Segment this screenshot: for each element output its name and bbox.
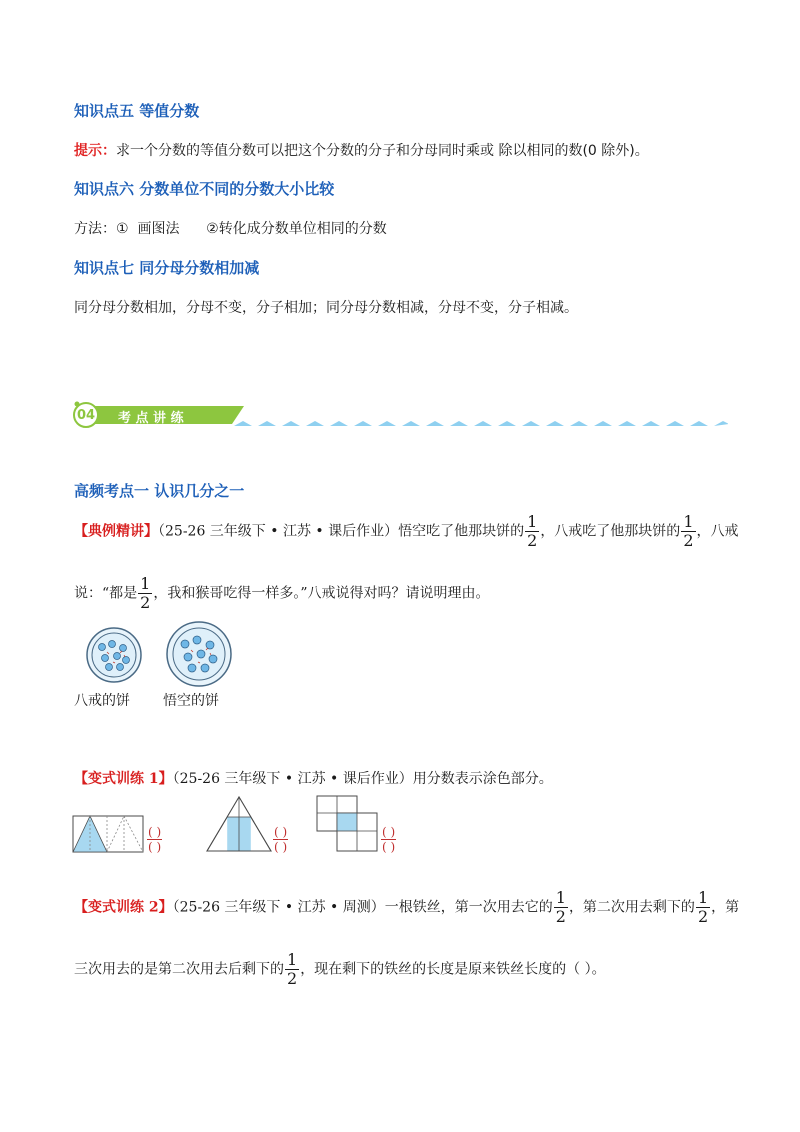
drill2-text-1: （25-26 三年级下 • 江苏 • 周测）一根铁丝，第一次用去它的 [172,899,553,916]
drill2-answer-blank[interactable]: ，现在剩下的铁丝的长度是原来铁丝长度的（ ）。 [300,961,606,978]
answer-blank-3[interactable]: $\frac{( )}{( )}$ [382,825,396,854]
example-text-5: ，我和猴哥吃得一样多。”八戒说得对吗？请说明理由。 [153,585,490,602]
drill1-line [74,768,553,788]
wukong-pancake-image [160,620,240,688]
bajie-pancake-image [80,625,150,685]
fraction-half: $\frac{1}{2}$ [287,950,298,988]
drill2-line2 [74,952,606,987]
example-line2 [74,576,490,611]
method-line: 方法：① 画图法 ②转化成分数单位相同的分数 [74,221,387,237]
example-text-4: 说：“都是 [74,585,138,602]
rectangle-figure [72,815,144,853]
hint-line [74,140,649,160]
caption-bajie: 八戒的饼 [74,693,130,709]
drill2-text-4: 三次用去的是第二次用去后剩下的 [74,961,284,978]
fraction-half: $\frac{1}{2}$ [683,512,694,550]
banner-title: 考 点 讲 练 [118,411,184,426]
rule-line: 同分母分数相加，分母不变，分子相加；同分母分数相减，分母不变，分子相减。 [74,300,578,316]
drill1-text: （25-26 三年级下 • 江苏 • 课后作业）用分数表示涂色部分。 [172,771,553,787]
drill2-text-2: ，第二次用去剩下的 [568,899,695,916]
kp5-title: 知识点五 等值分数 [74,102,200,120]
answer-blank-1[interactable]: $\frac{( )}{( )}$ [148,825,162,854]
hf1-title: 高频考点一 认识几分之一 [74,482,245,500]
fraction-half: $\frac{1}{2}$ [527,512,538,550]
triangle-figure [205,795,273,853]
banner-number: 04 [77,408,96,423]
caption-wukong: 悟空的饼 [163,693,219,709]
example-line1 [74,514,754,549]
squares-figure [316,795,378,853]
drill2-text-3: ，第 [711,899,740,916]
hint-label: 提示： [74,143,116,159]
drill1-tag: 【变式训练 1】 [74,771,173,787]
section-banner [68,400,728,434]
fraction-half: $\frac{1}{2}$ [140,574,151,612]
hint-text: 求一个分数的等值分数可以把这个分数的分子和分母同时乘或 除以相同的数(0 除外)。 [116,143,649,159]
example-tag: 【典例精讲】 [74,523,158,540]
kp6-title: 知识点六 分数单位不同的分数大小比较 [74,180,335,198]
drill2-tag: 【变式训练 2】 [74,899,173,916]
example-text-2: ，八戒吃了他那块饼的 [540,523,681,540]
example-text-3: ，八戒 [696,523,739,540]
kp7-title: 知识点七 同分母分数相加减 [74,259,260,277]
fraction-half: $\frac{1}{2}$ [555,888,566,926]
drill2-line1 [74,890,754,925]
example-text-1: （25-26 三年级下 • 江苏 • 课后作业）悟空吃了他那块饼的 [158,523,525,540]
fraction-half: $\frac{1}{2}$ [697,888,709,926]
answer-blank-2[interactable]: $\frac{( )}{( )}$ [274,825,288,854]
